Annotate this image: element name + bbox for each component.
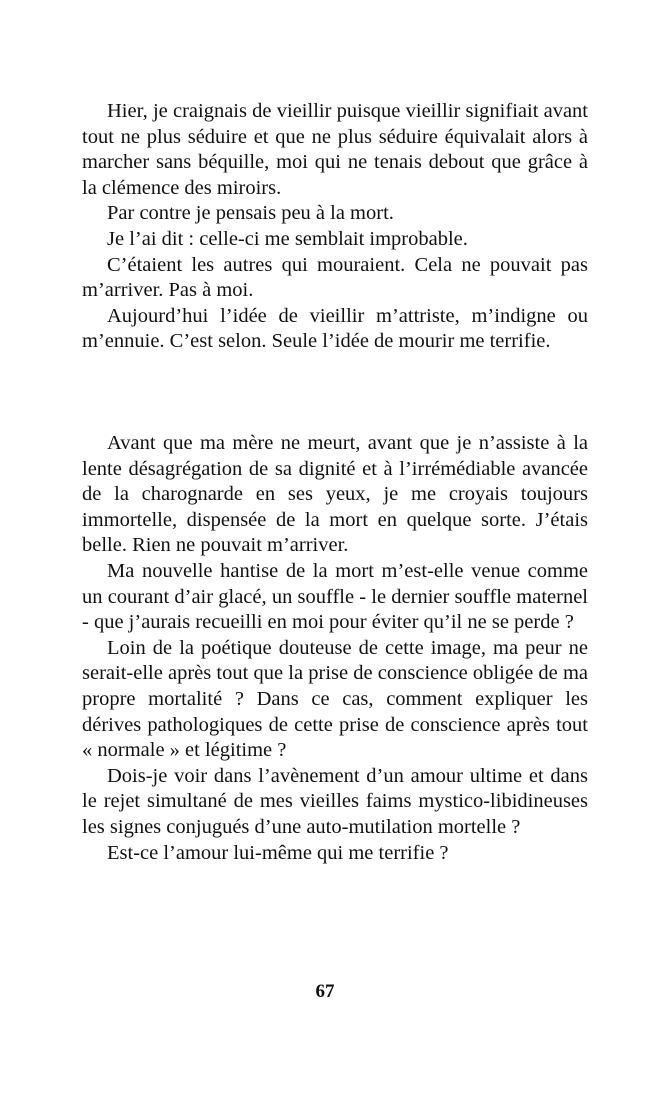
text-section-one [82,99,588,355]
paragraph: Ma nouvelle hantise de la mort m’est-elle venue comme un courant d’air glacé, un souffle - le dernier souffle maternel - que j’aurais recueilli en moi pour éviter qu’il ne se perde ? [82,559,588,634]
paragraph: Par contre je pensais peu à la mort. [107,202,394,225]
paragraph: Aujourd’hui l’idée de vieillir m’attriste, m’indigne ou m’ennuie. C’est selon. Seule l’idée de mourir me terrifie. [82,304,588,353]
paragraph: Est-ce l’amour lui-même qui me terrifie ? [107,841,449,864]
text-section-two [82,431,588,866]
paragraph: Je l’ai dit : celle-ci me semblait improbable. [107,227,468,250]
paragraph: C’étaient les autres qui mouraient. Cela ne pouvait pas m’arriver. Pas à moi. [82,253,588,302]
paragraph: Hier, je craignais de vieillir puisque vieillir signifiait avant tout ne plus séduire et que ne plus séduire équivalait alors à marcher sans béquille, moi qui ne tenais debout que grâce à la clémence des miroirs. [82,100,588,199]
page-number: 67 [315,981,335,1002]
paragraph: Avant que ma mère ne meurt, avant que je n’assiste à la lente désagrégation de sa dignité et à l’irrémédiable avancée de la charognarde en ses yeux, je me croyais toujours immortelle, dispensée de la mort en quelque sorte. J’étais belle. Rien ne pouvait m’arriver. [82,432,588,557]
paragraph: Dois-je voir dans l’avènement d’un amour ultime et dans le rejet simultané de mes vieilles faims mystico-libidineuses les signes conjugués d’une auto-mutilation mortelle ? [82,764,588,838]
paragraph: Loin de la poétique douteuse de cette image, ma peur ne serait-elle après tout que la prise de conscience obligée de ma propre mortalité ? Dans ce cas, comment expliquer les dérives pathologiques de cette prise de conscience après tout « normale » et légitime ? [82,636,588,762]
